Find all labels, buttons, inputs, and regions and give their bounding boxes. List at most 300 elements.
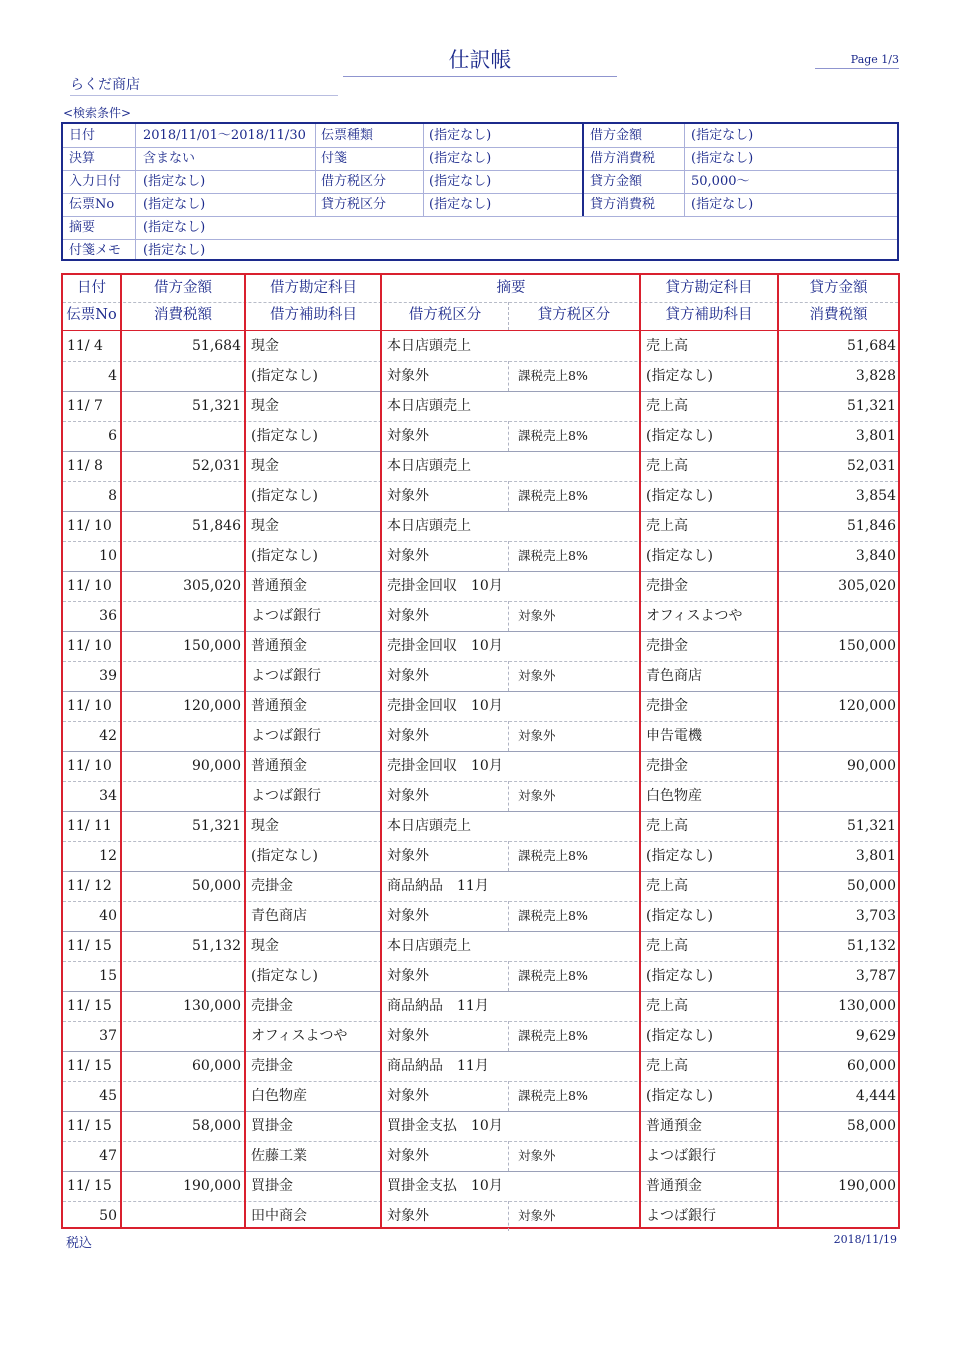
column-divider (120, 275, 122, 1227)
condition-label: 摘要 (69, 220, 96, 235)
entry-debit-sub: (指定なし) (251, 488, 318, 504)
entry-debit-sub: 田中商会 (251, 1208, 307, 1224)
entry-debit-amount: 60,000 (192, 1058, 241, 1074)
header-debit-amount: 借方金額 (154, 280, 212, 296)
entry-row-main (63, 1051, 898, 1081)
entry-credit-sub: (指定なし) (646, 908, 713, 924)
entry-debit-account: 普通預金 (251, 638, 307, 654)
tax-class-divider (508, 361, 509, 391)
entry-debit-amount: 52,031 (192, 458, 241, 474)
entry-debit-amount: 90,000 (192, 758, 241, 774)
entry-credit-sub: 申告電機 (646, 728, 702, 744)
entry-debit-sub: よつば銀行 (251, 608, 321, 624)
entry-voucher-no: 45 (99, 1088, 117, 1104)
entry-credit-sub: よつば銀行 (646, 1208, 716, 1224)
entry-row-main (63, 1171, 898, 1201)
entry-credit-account: 売上高 (646, 458, 688, 474)
header-debit-sub: 借方補助科目 (270, 307, 357, 323)
entry-voucher-no: 15 (99, 968, 117, 984)
entry-voucher-no: 4 (108, 368, 117, 384)
entry-credit-amount: 90,000 (847, 758, 896, 774)
tax-class-divider (508, 841, 509, 871)
entry-credit-amount: 120,000 (838, 698, 896, 714)
condition-value: (指定なし) (691, 128, 754, 143)
condition-label: 借方金額 (590, 128, 643, 143)
entry-credit-tax-class: 対象外 (518, 1148, 556, 1163)
entry-credit-tax (779, 1141, 896, 1171)
entry-date: 11/ 10 (67, 758, 112, 774)
condition-divider (684, 124, 685, 216)
entry-date: 11/ 12 (67, 878, 112, 894)
entry-credit-tax-class: 課税売上8% (518, 368, 588, 383)
entry-debit-amount: 51,132 (192, 938, 241, 954)
condition-divider (315, 124, 316, 216)
entry-debit-tax-class: 対象外 (387, 668, 429, 684)
entry-date: 11/ 10 (67, 578, 112, 594)
entry-debit-account: 売掛金 (251, 1058, 293, 1074)
entry-credit-account: 売上高 (646, 818, 688, 834)
condition-group-divider (582, 124, 584, 216)
entry-credit-tax: 3,828 (855, 368, 896, 384)
tax-class-divider (508, 721, 509, 751)
entry-credit-sub: (指定なし) (646, 1088, 713, 1104)
column-divider (380, 275, 382, 1227)
entry-debit-amount: 51,321 (192, 398, 241, 414)
entry-credit-tax-class: 課税売上8% (518, 848, 588, 863)
entry-date: 11/ 11 (67, 818, 112, 834)
entry-row-main (63, 871, 898, 901)
entry-voucher-no: 50 (99, 1208, 117, 1224)
entry-row-main (63, 391, 898, 421)
condition-value: (指定なし) (143, 243, 206, 258)
entry-date: 11/ 10 (67, 638, 112, 654)
entry-inner-divider (63, 481, 898, 482)
header-row-2 (63, 302, 898, 329)
entry-debit-sub: よつば銀行 (251, 728, 321, 744)
entry-inner-divider (63, 721, 898, 722)
entry-debit-account: 現金 (251, 938, 279, 954)
entry-debit-tax (122, 901, 241, 931)
entry-debit-amount: 51,321 (192, 818, 241, 834)
entry-credit-tax-class: 課税売上8% (518, 908, 588, 923)
entry-row-main (63, 931, 898, 961)
entry-debit-tax-class: 対象外 (387, 368, 429, 384)
entry-credit-sub: (指定なし) (646, 548, 713, 564)
entry-credit-amount: 52,031 (847, 458, 896, 474)
column-divider (244, 275, 246, 1227)
entry-row-sub (63, 961, 898, 991)
entry-debit-tax-class: 対象外 (387, 608, 429, 624)
entry-debit-amount: 305,020 (183, 578, 241, 594)
entry-date: 11/ 10 (67, 518, 112, 534)
entry-inner-divider (63, 1201, 898, 1202)
entry-voucher-no: 36 (99, 608, 117, 624)
entry-debit-tax (122, 661, 241, 691)
condition-label: 伝票No (69, 197, 115, 212)
entry-row-sub (63, 361, 898, 391)
entry-credit-tax-class: 対象外 (518, 788, 556, 803)
entry-debit-tax-class: 対象外 (387, 428, 429, 444)
entry-inner-divider (63, 1081, 898, 1082)
entry-debit-sub: (指定なし) (251, 848, 318, 864)
entry-voucher-no: 34 (99, 788, 117, 804)
entry-credit-account: 売上高 (646, 878, 688, 894)
tax-class-divider (508, 302, 509, 330)
condition-row (63, 193, 897, 217)
entry-debit-tax (122, 1021, 241, 1051)
entry-credit-account: 売掛金 (646, 698, 688, 714)
entry-debit-tax-class: 対象外 (387, 908, 429, 924)
entry-credit-tax-class: 課税売上8% (518, 548, 588, 563)
entry-row-sub (63, 1021, 898, 1051)
entry-credit-tax-class: 課税売上8% (518, 488, 588, 503)
condition-label: 日付 (69, 128, 96, 143)
journal-ledger-table (61, 273, 900, 1229)
entry-debit-amount: 150,000 (183, 638, 241, 654)
entry-date: 11/ 10 (67, 698, 112, 714)
entry-credit-account: 売掛金 (646, 578, 688, 594)
entry-credit-amount: 51,132 (847, 938, 896, 954)
entry-debit-sub: (指定なし) (251, 968, 318, 984)
entry-credit-tax: 9,629 (855, 1028, 896, 1044)
entry-credit-account: 売上高 (646, 398, 688, 414)
entry-credit-amount: 58,000 (847, 1118, 896, 1134)
entry-debit-tax (122, 961, 241, 991)
entry-date: 11/ 15 (67, 1118, 112, 1134)
entry-credit-tax: 3,787 (855, 968, 896, 984)
header-credit-tax: 消費税額 (809, 307, 868, 323)
entry-credit-tax-class: 対象外 (518, 608, 556, 623)
entry-row-sub (63, 781, 898, 811)
entry-debit-tax (122, 1081, 241, 1111)
entry-row-sub (63, 841, 898, 871)
entry-row-main (63, 451, 898, 481)
entry-credit-sub: (指定なし) (646, 1028, 713, 1044)
entry-credit-account: 売上高 (646, 938, 688, 954)
entry-debit-tax-class: 対象外 (387, 488, 429, 504)
entry-debit-tax (122, 781, 241, 811)
entry-credit-sub: オフィスよつや (646, 608, 743, 624)
condition-label: 借方税区分 (321, 174, 387, 189)
entry-row-sub (63, 1141, 898, 1171)
entry-credit-tax: 3,854 (855, 488, 896, 504)
entry-row-sub (63, 661, 898, 691)
header-credit-account: 貸方勘定科目 (665, 280, 753, 296)
entry-inner-divider (63, 361, 898, 362)
entry-credit-tax: 4,444 (855, 1088, 896, 1104)
entry-debit-sub: 白色物産 (251, 1088, 307, 1104)
entry-credit-amount: 50,000 (847, 878, 896, 894)
entry-debit-tax (122, 601, 241, 631)
entry-credit-account: 売上高 (646, 1058, 688, 1074)
entry-credit-account: 売掛金 (646, 758, 688, 774)
entry-debit-account: 現金 (251, 818, 279, 834)
entry-credit-tax (779, 781, 896, 811)
entry-credit-sub: (指定なし) (646, 848, 713, 864)
entry-row-sub (63, 421, 898, 451)
entry-inner-divider (63, 841, 898, 842)
entry-row-main (63, 1111, 898, 1141)
tax-class-divider (508, 1201, 509, 1231)
header-credit-tax-class: 貸方税区分 (537, 307, 611, 323)
condition-value: (指定なし) (143, 197, 206, 212)
entry-credit-amount: 130,000 (838, 998, 896, 1014)
entry-debit-amount: 190,000 (183, 1178, 241, 1194)
entry-inner-divider (63, 961, 898, 962)
tax-class-divider (508, 1141, 509, 1171)
entry-row-main (63, 751, 898, 781)
entry-debit-tax (122, 421, 241, 451)
tax-class-divider (508, 1081, 509, 1111)
entry-voucher-no: 37 (99, 1028, 117, 1044)
entry-memo: 買掛金支払 10月 (387, 1178, 503, 1194)
entry-debit-sub: (指定なし) (251, 368, 318, 384)
header-credit-amount: 貸方金額 (809, 280, 868, 296)
entry-credit-sub: (指定なし) (646, 488, 713, 504)
entry-debit-account: 買掛金 (251, 1178, 293, 1194)
entry-credit-tax-class: 課税売上8% (518, 1028, 588, 1043)
entry-voucher-no: 8 (108, 488, 117, 504)
entry-credit-account: 売上高 (646, 338, 688, 354)
entry-credit-amount: 190,000 (838, 1178, 896, 1194)
entry-debit-amount: 130,000 (183, 998, 241, 1014)
entry-debit-tax-class: 対象外 (387, 788, 429, 804)
entry-credit-tax-class: 対象外 (518, 1208, 556, 1223)
entry-debit-amount: 51,684 (192, 338, 241, 354)
entry-memo: 売掛金回収 10月 (387, 578, 503, 594)
entry-memo: 商品納品 11月 (387, 998, 489, 1014)
condition-value: 含まない (143, 151, 196, 166)
entry-memo: 本日店頭売上 (387, 338, 471, 354)
tax-class-divider (508, 421, 509, 451)
condition-value: (指定なし) (691, 197, 754, 212)
entry-debit-tax (122, 1141, 241, 1171)
entry-debit-account: 現金 (251, 338, 279, 354)
entry-memo: 本日店頭売上 (387, 818, 471, 834)
condition-value: 50,000～ (691, 174, 750, 189)
shop-name: らくだ商店 (70, 74, 338, 96)
entry-debit-tax-class: 対象外 (387, 968, 429, 984)
entry-date: 11/ 4 (67, 338, 103, 354)
entry-row-sub (63, 1201, 898, 1231)
condition-label: 貸方消費税 (590, 197, 656, 212)
header-divider (63, 302, 898, 303)
entry-voucher-no: 6 (108, 428, 117, 444)
entry-row-main (63, 571, 898, 601)
entry-credit-tax (779, 721, 896, 751)
entry-credit-tax-class: 対象外 (518, 728, 556, 743)
entry-credit-amount: 51,684 (847, 338, 896, 354)
entry-row-main (63, 631, 898, 661)
entry-credit-account: 売掛金 (646, 638, 688, 654)
entry-debit-account: 普通預金 (251, 698, 307, 714)
entry-row-main (63, 331, 898, 361)
condition-divider (423, 124, 424, 216)
condition-row (63, 216, 897, 240)
header-debit-tax: 消費税額 (154, 307, 212, 323)
entry-date: 11/ 7 (67, 398, 103, 414)
entry-debit-tax (122, 1201, 241, 1231)
entry-debit-account: 売掛金 (251, 998, 293, 1014)
entry-inner-divider (63, 781, 898, 782)
entry-row-sub (63, 541, 898, 571)
entry-row-sub (63, 721, 898, 751)
search-conditions-label: <検索条件> (63, 106, 132, 120)
print-date: 2018/11/19 (833, 1233, 897, 1246)
condition-label: 借方消費税 (590, 151, 656, 166)
header-debit-tax-class: 借方税区分 (408, 307, 482, 323)
entry-debit-tax-class: 対象外 (387, 1088, 429, 1104)
condition-value: 2018/11/01～2018/11/30 (143, 128, 306, 143)
entry-debit-amount: 120,000 (183, 698, 241, 714)
condition-value: (指定なし) (429, 197, 492, 212)
entry-voucher-no: 40 (99, 908, 117, 924)
entry-row-sub (63, 601, 898, 631)
tax-class-divider (508, 481, 509, 511)
entry-debit-amount: 50,000 (192, 878, 241, 894)
entry-memo: 買掛金支払 10月 (387, 1118, 503, 1134)
entry-credit-tax-class: 課税売上8% (518, 968, 588, 983)
condition-label: 付箋メモ (69, 243, 122, 258)
entry-debit-tax-class: 対象外 (387, 728, 429, 744)
condition-value: (指定なし) (143, 174, 206, 189)
entry-credit-sub: 白色物産 (646, 788, 702, 804)
page-title: 仕訳帳 (343, 44, 617, 77)
column-divider (777, 275, 779, 1227)
entry-debit-account: 現金 (251, 398, 279, 414)
header-credit-sub: 貸方補助科目 (665, 307, 753, 323)
entry-date: 11/ 15 (67, 1058, 112, 1074)
condition-label: 入力日付 (69, 174, 122, 189)
entry-debit-tax (122, 721, 241, 751)
entry-credit-sub: (指定なし) (646, 428, 713, 444)
condition-value: (指定なし) (691, 151, 754, 166)
entry-credit-tax: 3,840 (855, 548, 896, 564)
entry-credit-sub: 青色商店 (646, 668, 702, 684)
entry-inner-divider (63, 541, 898, 542)
entry-credit-amount: 51,321 (847, 818, 896, 834)
tax-class-divider (508, 961, 509, 991)
entry-debit-sub: オフィスよつや (251, 1028, 348, 1044)
entry-voucher-no: 12 (99, 848, 117, 864)
entry-debit-account: 普通預金 (251, 758, 307, 774)
entry-debit-sub: よつば銀行 (251, 668, 321, 684)
entry-debit-sub: 青色商店 (251, 908, 307, 924)
header-row-1 (63, 275, 898, 302)
tax-class-divider (508, 1021, 509, 1051)
entry-inner-divider (63, 901, 898, 902)
entry-credit-account: 売上高 (646, 518, 688, 534)
tax-class-divider (508, 661, 509, 691)
condition-label: 決算 (69, 151, 96, 166)
entry-credit-account: 売上高 (646, 998, 688, 1014)
entry-credit-amount: 150,000 (838, 638, 896, 654)
entry-credit-tax: 3,801 (855, 428, 896, 444)
entry-debit-tax-class: 対象外 (387, 848, 429, 864)
entry-memo: 本日店頭売上 (387, 938, 471, 954)
entry-debit-account: 普通預金 (251, 578, 307, 594)
entry-voucher-no: 39 (99, 668, 117, 684)
entry-debit-sub: (指定なし) (251, 548, 318, 564)
condition-value: (指定なし) (143, 220, 206, 235)
entry-credit-tax: 3,801 (855, 848, 896, 864)
entry-debit-account: 売掛金 (251, 878, 293, 894)
entry-inner-divider (63, 421, 898, 422)
entry-memo: 商品納品 11月 (387, 1058, 489, 1074)
entry-date: 11/ 15 (67, 938, 112, 954)
condition-value: (指定なし) (429, 174, 492, 189)
entry-memo: 売掛金回収 10月 (387, 698, 503, 714)
tax-class-divider (508, 541, 509, 571)
entry-row-main (63, 811, 898, 841)
condition-label: 伝票種類 (321, 128, 374, 143)
entry-inner-divider (63, 601, 898, 602)
page-number: Page 1/3 (815, 53, 899, 69)
condition-row (63, 147, 897, 171)
entry-debit-account: 現金 (251, 458, 279, 474)
entry-voucher-no: 10 (99, 548, 117, 564)
entry-credit-tax (779, 661, 896, 691)
condition-label: 貸方金額 (590, 174, 643, 189)
entry-memo: 本日店頭売上 (387, 398, 471, 414)
entry-debit-amount: 51,846 (192, 518, 241, 534)
tax-class-divider (508, 901, 509, 931)
entry-date: 11/ 15 (67, 1178, 112, 1194)
entry-debit-tax-class: 対象外 (387, 1148, 429, 1164)
condition-label: 貸方税区分 (321, 197, 387, 212)
tax-class-divider (508, 781, 509, 811)
search-conditions-table (61, 122, 899, 261)
entry-credit-amount: 60,000 (847, 1058, 896, 1074)
entry-row-sub (63, 1081, 898, 1111)
condition-divider (135, 124, 136, 259)
entry-debit-tax-class: 対象外 (387, 1028, 429, 1044)
entry-credit-tax-class: 対象外 (518, 668, 556, 683)
entry-credit-tax-class: 課税売上8% (518, 1088, 588, 1103)
condition-value: (指定なし) (429, 151, 492, 166)
tax-class-divider (508, 601, 509, 631)
entry-voucher-no: 47 (99, 1148, 117, 1164)
entry-memo: 商品納品 11月 (387, 878, 489, 894)
entry-row-main (63, 691, 898, 721)
entry-credit-tax: 3,703 (855, 908, 896, 924)
entry-credit-account: 普通預金 (646, 1178, 702, 1194)
entry-debit-account: 現金 (251, 518, 279, 534)
header-voucher-no: 伝票No (66, 307, 117, 323)
column-divider (639, 275, 641, 1227)
entry-debit-tax (122, 541, 241, 571)
condition-row (63, 170, 897, 194)
entry-row-main (63, 511, 898, 541)
header-memo: 摘要 (496, 280, 526, 296)
entry-credit-account: 普通預金 (646, 1118, 702, 1134)
condition-label: 付箋 (321, 151, 348, 166)
header-date: 日付 (77, 280, 106, 296)
tax-note: 税込 (66, 1236, 93, 1251)
entry-credit-sub: (指定なし) (646, 968, 713, 984)
entry-memo: 売掛金回収 10月 (387, 758, 503, 774)
entry-voucher-no: 42 (99, 728, 117, 744)
entry-inner-divider (63, 1021, 898, 1022)
entry-date: 11/ 15 (67, 998, 112, 1014)
condition-row (63, 239, 897, 262)
condition-row (63, 124, 897, 148)
entry-inner-divider (63, 661, 898, 662)
entry-row-sub (63, 481, 898, 511)
entry-memo: 本日店頭売上 (387, 518, 471, 534)
entry-memo: 売掛金回収 10月 (387, 638, 503, 654)
entry-debit-account: 買掛金 (251, 1118, 293, 1134)
